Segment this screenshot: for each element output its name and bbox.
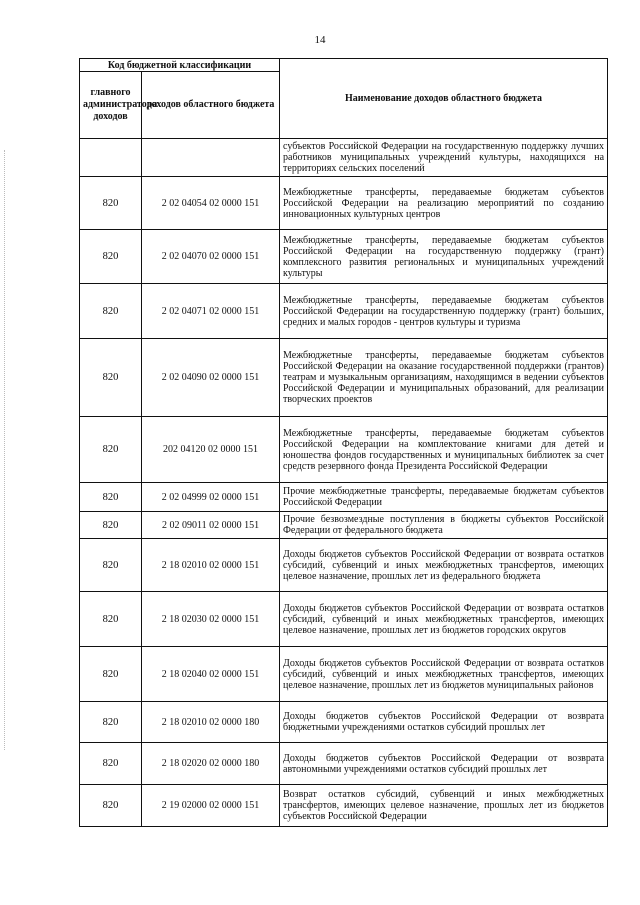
admin-code-cell xyxy=(80,139,142,177)
table-row xyxy=(80,785,608,827)
admin-code-cell: 820 xyxy=(80,339,142,417)
admin-code-cell: 820 xyxy=(80,743,142,785)
income-name-cell: Доходы бюджетов субъектов Российской Федерации от возврата остатков субсидий, субвенций и иных межбюджетных трансфертов, имеющих целевое назначение, прошлых лет из бюджетов муниципальных районов xyxy=(280,647,608,702)
page-number: 14 xyxy=(314,34,326,46)
admin-code-cell: 820 xyxy=(80,647,142,702)
admin-code-cell: 820 xyxy=(80,177,142,230)
income-code-cell: 2 19 02000 02 0000 151 xyxy=(142,785,280,827)
income-code-cell: 2 02 04070 02 0000 151 xyxy=(142,230,280,284)
income-name-cell: Доходы бюджетов субъектов Российской Федерации от возврата остатков субсидий, субвенций и иных межбюджетных трансфертов, имеющих целевое назначение, прошлых лет из федерального бюджета xyxy=(280,539,608,592)
table-row xyxy=(80,284,608,339)
admin-code-cell: 820 xyxy=(80,785,142,827)
budget-classification-table xyxy=(79,58,608,827)
scan-artifact-dots xyxy=(4,150,7,750)
admin-code-cell: 820 xyxy=(80,417,142,483)
table-row xyxy=(80,139,608,177)
income-code-cell: 2 18 02030 02 0000 151 xyxy=(142,592,280,647)
income-name-cell: Межбюджетные трансферты, передаваемые бюджетам субъектов Российской Федерации на государственную поддержку (грант) больших, средних и малых городов - центров культуры и туризма xyxy=(280,284,608,339)
income-code-cell: 2 18 02010 02 0000 151 xyxy=(142,539,280,592)
table-row xyxy=(80,743,608,785)
table-row xyxy=(80,647,608,702)
table-row xyxy=(80,483,608,512)
income-name-cell: Прочие межбюджетные трансферты, передаваемые бюджетам субъектов Российской Федерации xyxy=(280,483,608,512)
table-row xyxy=(80,592,608,647)
income-name-cell: Межбюджетные трансферты, передаваемые бюджетам субъектов Российской Федерации на реализацию мероприятий по созданию инновационных культурных центров xyxy=(280,177,608,230)
header-regional-income-code: доходов областного бюджета xyxy=(142,72,280,139)
admin-code-cell: 820 xyxy=(80,230,142,284)
income-code-cell: 2 02 04999 02 0000 151 xyxy=(142,483,280,512)
admin-code-cell: 820 xyxy=(80,284,142,339)
income-name-cell: Межбюджетные трансферты, передаваемые бюджетам субъектов Российской Федерации на комплектование книгами для детей и юношества фондов государственных и муниципальных библиотек за счет средств резервного фонда Президента Российской Федерации xyxy=(280,417,608,483)
income-code-cell: 2 02 04054 02 0000 151 xyxy=(142,177,280,230)
income-name-cell: Межбюджетные трансферты, передаваемые бюджетам субъектов Российской Федерации на оказание государственной поддержки (грантов) театрам и музыкальным организациям, находящимся в ведении субъектов Российской Федерации и муниципальных образований, для реализации творческих проектов xyxy=(280,339,608,417)
income-code-cell: 2 02 04090 02 0000 151 xyxy=(142,339,280,417)
income-name-cell: Прочие безвозмездные поступления в бюджеты субъектов Российской Федерации от федерального бюджета xyxy=(280,512,608,539)
admin-code-cell: 820 xyxy=(80,539,142,592)
income-code-cell: 2 02 04071 02 0000 151 xyxy=(142,284,280,339)
income-code-cell: 2 18 02040 02 0000 151 xyxy=(142,647,280,702)
income-code-cell: 202 04120 02 0000 151 xyxy=(142,417,280,483)
income-name-cell: Доходы бюджетов субъектов Российской Федерации от возврата остатков субсидий, субвенций и иных межбюджетных трансфертов, имеющих целевое назначение, прошлых лет из бюджетов городских округов xyxy=(280,592,608,647)
admin-code-cell: 820 xyxy=(80,592,142,647)
income-name-cell: Возврат остатков субсидий, субвенций и иных межбюджетных трансфертов, имеющих целевое назначение, прошлых лет из бюджетов субъектов Российской Федерации xyxy=(280,785,608,827)
table-row xyxy=(80,702,608,743)
income-code-cell: 2 18 02010 02 0000 180 xyxy=(142,702,280,743)
table-row xyxy=(80,230,608,284)
income-code-cell: 2 18 02020 02 0000 180 xyxy=(142,743,280,785)
header-chief-administrator: главного администратора доходов xyxy=(80,72,142,139)
income-name-cell: Доходы бюджетов субъектов Российской Федерации от возврата автономными учреждениями остатков субсидий прошлых лет xyxy=(280,743,608,785)
admin-code-cell: 820 xyxy=(80,702,142,743)
income-name-cell: субъектов Российской Федерации на государственную поддержку лучших работников муниципальных учреждений культуры, находящихся на территориях сельских поселений xyxy=(280,139,608,177)
income-name-cell: Доходы бюджетов субъектов Российской Федерации от возврата бюджетными учреждениями остатков субсидий прошлых лет xyxy=(280,702,608,743)
header-income-name: Наименование доходов областного бюджета xyxy=(280,59,608,139)
income-name-cell: Межбюджетные трансферты, передаваемые бюджетам субъектов Российской Федерации на государственную поддержку (грант) комплексного развития региональных и муниципальных учреждений культуры xyxy=(280,230,608,284)
header-group-budget-code: Код бюджетной классификации xyxy=(80,59,280,72)
admin-code-cell: 820 xyxy=(80,483,142,512)
table-row xyxy=(80,177,608,230)
table-row xyxy=(80,512,608,539)
income-code-cell xyxy=(142,139,280,177)
income-code-cell: 2 02 09011 02 0000 151 xyxy=(142,512,280,539)
admin-code-cell: 820 xyxy=(80,512,142,539)
table-row xyxy=(80,539,608,592)
table-row xyxy=(80,339,608,417)
table-row xyxy=(80,417,608,483)
